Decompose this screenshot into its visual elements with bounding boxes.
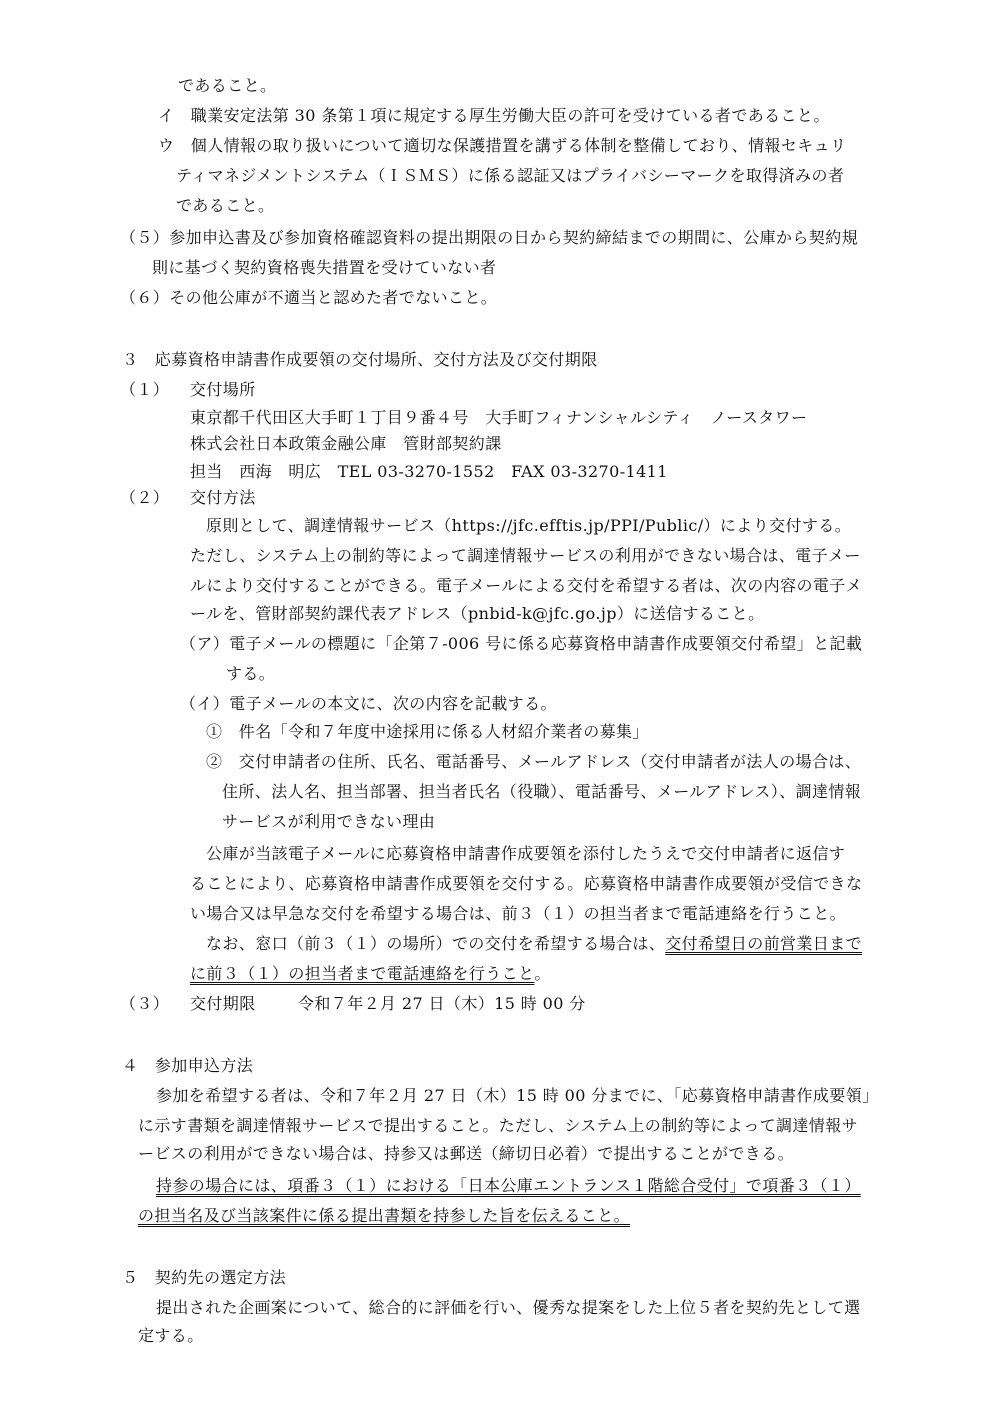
section3-heading: ３ 応募資格申請書作成要領の交付場所、交付方法及び交付期限 — [122, 350, 598, 369]
delivery-organization: 株式会社日本政策金融公庫 管財部契約課 — [190, 434, 502, 453]
method-line3: ルにより交付することができる。電子メールによる交付を希望する者は、次の内容の電子メ — [190, 576, 863, 595]
section3-1-label: 交付場所 — [190, 380, 256, 399]
section3-1-number: （１） — [120, 380, 170, 399]
section4-line3: ービスの利用ができない場合は、持参又は郵送（締切日必着）で提出することができる。 — [138, 1144, 795, 1163]
window-note-text: なお、窓口（前３（１）の場所）での交付を希望する場合は、 — [206, 934, 666, 953]
reply-line3: い場合又は早急な交付を希望する場合は、前３（１）の担当者まで電話連絡を行うこと。 — [190, 904, 847, 923]
window-note-underlined: 交付希望日の前営業日まで — [665, 934, 863, 953]
delivery-address: 東京都千代田区大手町１丁目９番４号 大手町フィナンシャルシティ ノースタワー — [190, 408, 808, 427]
reply-line2: ることにより、応募資格申請書作成要領を交付する。応募資格申請書作成要領が受信できな — [190, 874, 863, 893]
section4-underlined-line1 — [156, 1176, 861, 1196]
method-item-a-line2: する。 — [226, 664, 276, 683]
delivery-deadline: 令和７年２月 27 日（木）15 時 00 分 — [298, 994, 586, 1013]
method-line2: ただし、システム上の制約等によって調達情報サービスの利用ができない場合は、電子メー — [190, 546, 861, 565]
qualification-continuation: であること。 — [178, 76, 277, 95]
qualification-item-u-line1: ウ 個人情報の取り扱いについて適切な保護措置を講ずる体制を整備しており、情報セキュリ — [158, 136, 847, 155]
qualification-item-i: イ 職業安定法第 30 条第１項に規定する厚生労働大臣の許可を受けている者であること。 — [158, 106, 830, 125]
section4-line2: に示す書類を調達情報サービスで提出すること。ただし、システム上の制約等によって調達情報サ — [138, 1116, 859, 1135]
method-line4: ールを、管財部契約課代表アドレス（pnbid-k@jfc.go.jp）に送信すること。 — [190, 604, 765, 623]
qualification-item-5-line2: 則に基づく契約資格喪失措置を受けていない者 — [152, 258, 497, 277]
section4-heading: ４ 参加申込方法 — [122, 1056, 254, 1075]
section3-3-number: （３） — [120, 994, 170, 1013]
reply-line1: 公庫が当該電子メールに応募資格申請書作成要領を添付したうえで交付申請者に返信す — [206, 844, 846, 863]
qualification-item-u-line2: ティマネジメントシステム（ＩＳＭＳ）に係る認証又はプライバシーマークを取得済みの者 — [176, 166, 845, 185]
window-note-line1 — [206, 934, 862, 954]
qualification-item-5-line1: （５）参加申込書及び参加資格確認資料の提出期限の日から契約締結までの期間に、公庫から契約規 — [120, 228, 859, 247]
section4-line1: 参加を希望する者は、令和７年２月 27 日（木）15 時 00 分までに、「応募資格申請書作成要領」 — [156, 1086, 879, 1105]
delivery-contact: 担当 西海 明広 TEL 03-3270-1552 FAX 03-3270-1411 — [190, 462, 668, 481]
qualification-item-u-line3: であること。 — [176, 196, 275, 215]
section3-2-label: 交付方法 — [190, 488, 256, 507]
section3-2-number: （２） — [120, 488, 170, 507]
section3-3-label: 交付期限 — [190, 994, 256, 1013]
method-item-b: （イ）電子メールの本文に、次の内容を記載する。 — [180, 694, 557, 713]
method-item-c1: ① 件名「令和７年度中途採用に係る人材紹介業者の募集」 — [206, 722, 649, 741]
method-item-a-line1: （ア）電子メールの標題に「企第７-006 号に係る応募資格申請書作成要領交付希望」と記載 — [180, 634, 863, 653]
method-item-c2-line1: ② 交付申請者の住所、氏名、電話番号、メールアドレス（交付申請者が法人の場合は、 — [206, 752, 862, 771]
window-note-line2 — [190, 964, 551, 984]
qualification-item-6: （６）その他公庫が不適当と認めた者でないこと。 — [120, 288, 498, 307]
section4-underlined-line2 — [138, 1206, 630, 1226]
method-line1: 原則として、調達情報サービス（https://jfc.efftis.jp/PPI/Public/）により交付する。 — [206, 516, 852, 535]
window-note-underlined-2: に前３（１）の担当者まで電話連絡を行うこと — [190, 964, 535, 983]
method-item-c2-line2: 住所、法人名、担当部署、担当者氏名（役職）、電話番号、メールアドレス）、調達情報 — [222, 782, 862, 801]
window-note-end: 。 — [534, 964, 551, 983]
section4-underlined-text-1: 持参の場合には、項番３（１）における「日本公庫エントランス１階総合受付」で項番３（１） — [156, 1176, 861, 1195]
method-item-c2-line3: サービスが利用できない理由 — [222, 812, 436, 831]
section4-underlined-text-2: の担当名及び当該案件に係る提出書類を持参した旨を伝えること。 — [138, 1206, 631, 1225]
section5-line1: 提出された企画案について、総合的に評価を行い、優秀な提案をした上位５者を契約先として選 — [156, 1298, 861, 1317]
section5-heading: ５ 契約先の選定方法 — [122, 1268, 287, 1287]
section5-line2: 定する。 — [138, 1326, 204, 1345]
